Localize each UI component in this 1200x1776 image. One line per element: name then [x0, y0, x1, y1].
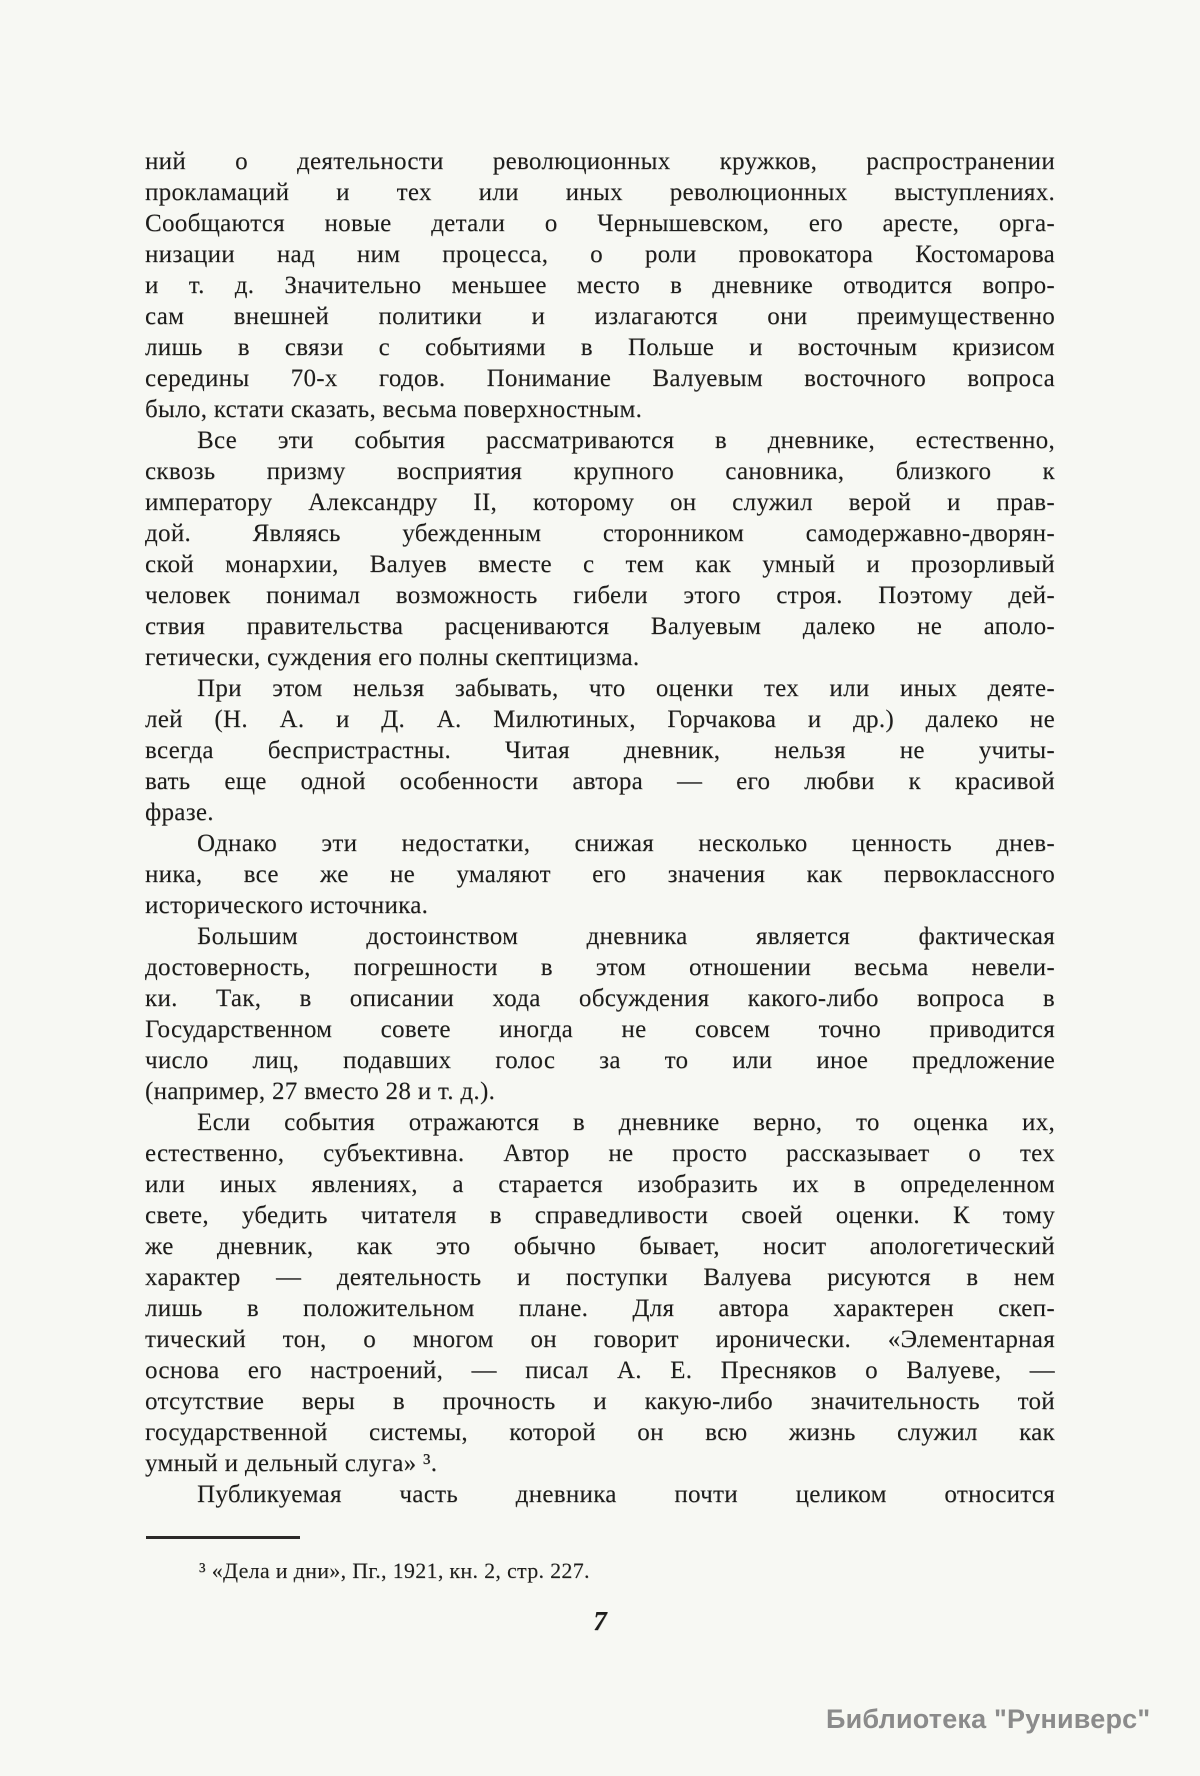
text-line: сам внешней политики и излагаются они преимущественно	[145, 303, 1055, 330]
text-line: лей (Н. А. и Д. А. Милютиных, Горчакова и др.) далеко не	[145, 706, 1055, 733]
text-line: гетически, суждения его полны скептицизма.	[145, 644, 640, 671]
text-line: Государственном совете иногда не совсем точно приводится	[145, 1016, 1055, 1043]
paragraph	[145, 1479, 1055, 1510]
text-line: достоверность, погрешности в этом отношении весьма невели-	[145, 954, 1055, 981]
text-line: исторического источника.	[145, 892, 429, 919]
paragraph	[145, 673, 1055, 828]
text-line: государственной системы, которой он всю жизнь служил как	[145, 1419, 1055, 1446]
text-line: Публикуемая часть дневника почти целиком относится	[197, 1481, 1055, 1508]
text-line: ствия правительства расцениваются Валуевым далеко не аполо-	[145, 613, 1055, 640]
text-line: всегда беспристрастны. Читая дневник, нельзя не учиты-	[145, 737, 1055, 764]
text-line: (например, 27 вместо 28 и т. д.).	[145, 1078, 496, 1105]
text-line: характер — деятельность и поступки Валуева рисуются в нем	[145, 1264, 1055, 1291]
text-line: лишь в положительном плане. Для автора характерен скеп-	[145, 1295, 1055, 1322]
text-block	[145, 146, 1055, 1510]
text-line: или иных явлениях, а старается изобразить их в определенном	[145, 1171, 1055, 1198]
text-line: отсутствие веры в прочность и какую-либо значительность той	[145, 1388, 1055, 1415]
text-line: ника, все же не умаляют его значения как первоклассного	[145, 861, 1055, 888]
text-line: Если события отражаются в дневнике верно, то оценка их,	[197, 1109, 1055, 1136]
text-line: Однако эти недостатки, снижая несколько ценность днев-	[197, 830, 1055, 857]
text-line: вать еще одной особенности автора — его любви к красивой	[145, 768, 1055, 795]
text-line: естественно, субъективна. Автор не просто рассказывает о тех	[145, 1140, 1055, 1167]
text-line: ний о деятельности революционных кружков, распространении	[145, 148, 1055, 175]
text-line: фразе.	[145, 799, 214, 826]
text-line: императору Александру II, которому он служил верой и прав-	[145, 489, 1055, 516]
paragraph	[145, 1107, 1055, 1479]
text-line: дой. Являясь убежденным сторонником самодержавно-дворян-	[145, 520, 1055, 547]
text-line: Большим достоинством дневника является фактическая	[197, 923, 1055, 950]
text-line: середины 70-х годов. Понимание Валуевым восточного вопроса	[145, 365, 1055, 392]
text-line: низации над ним процесса, о роли провокатора Костомарова	[145, 241, 1055, 268]
paragraph	[145, 146, 1055, 425]
footnote-rule	[146, 1536, 300, 1539]
text-line: основа его настроений, — писал А. Е. Пресняков о Валуеве, —	[145, 1357, 1055, 1384]
text-line: сквозь призму восприятия крупного сановника, близкого к	[145, 458, 1055, 485]
text-line: было, кстати сказать, весьма поверхностным.	[145, 396, 643, 423]
text-line: ской монархии, Валуев вместе с тем как умный и прозорливый	[145, 551, 1055, 578]
text-line: умный и дельный слуга» ³.	[145, 1450, 438, 1477]
text-line: Сообщаются новые детали о Чернышевском, его аресте, орга-	[145, 210, 1055, 237]
text-line: тический тон, о многом он говорит иронически. «Элементарная	[145, 1326, 1055, 1353]
text-line: же дневник, как это обычно бывает, носит апологетический	[145, 1233, 1055, 1260]
paragraph	[145, 425, 1055, 673]
text-line: прокламаций и тех или иных революционных выступлениях.	[145, 179, 1055, 206]
footnote-text: ³ «Дела и дни», Пг., 1921, кн. 2, стр. 227.	[199, 1558, 590, 1583]
text-line: человек понимал возможность гибели этого строя. Поэтому дей-	[145, 582, 1055, 609]
text-line: Все эти события рассматриваются в дневнике, естественно,	[197, 427, 1055, 454]
text-line: При этом нельзя забывать, что оценки тех или иных деяте-	[197, 675, 1055, 702]
text-line: лишь в связи с событиями в Польше и восточным кризисом	[145, 334, 1055, 361]
text-line: и т. д. Значительно меньшее место в дневнике отводится вопро-	[145, 272, 1055, 299]
library-watermark: Библиотека "Руниверс"	[826, 1704, 1151, 1734]
paragraph	[145, 921, 1055, 1107]
text-line: свете, убедить читателя в справедливости своей оценки. К тому	[145, 1202, 1055, 1229]
page-number: 7	[593, 1606, 607, 1636]
text-line: число лиц, подавших голос за то или иное предложение	[145, 1047, 1055, 1074]
text-line: ки. Так, в описании хода обсуждения какого-либо вопроса в	[145, 985, 1055, 1012]
paragraph	[145, 828, 1055, 921]
